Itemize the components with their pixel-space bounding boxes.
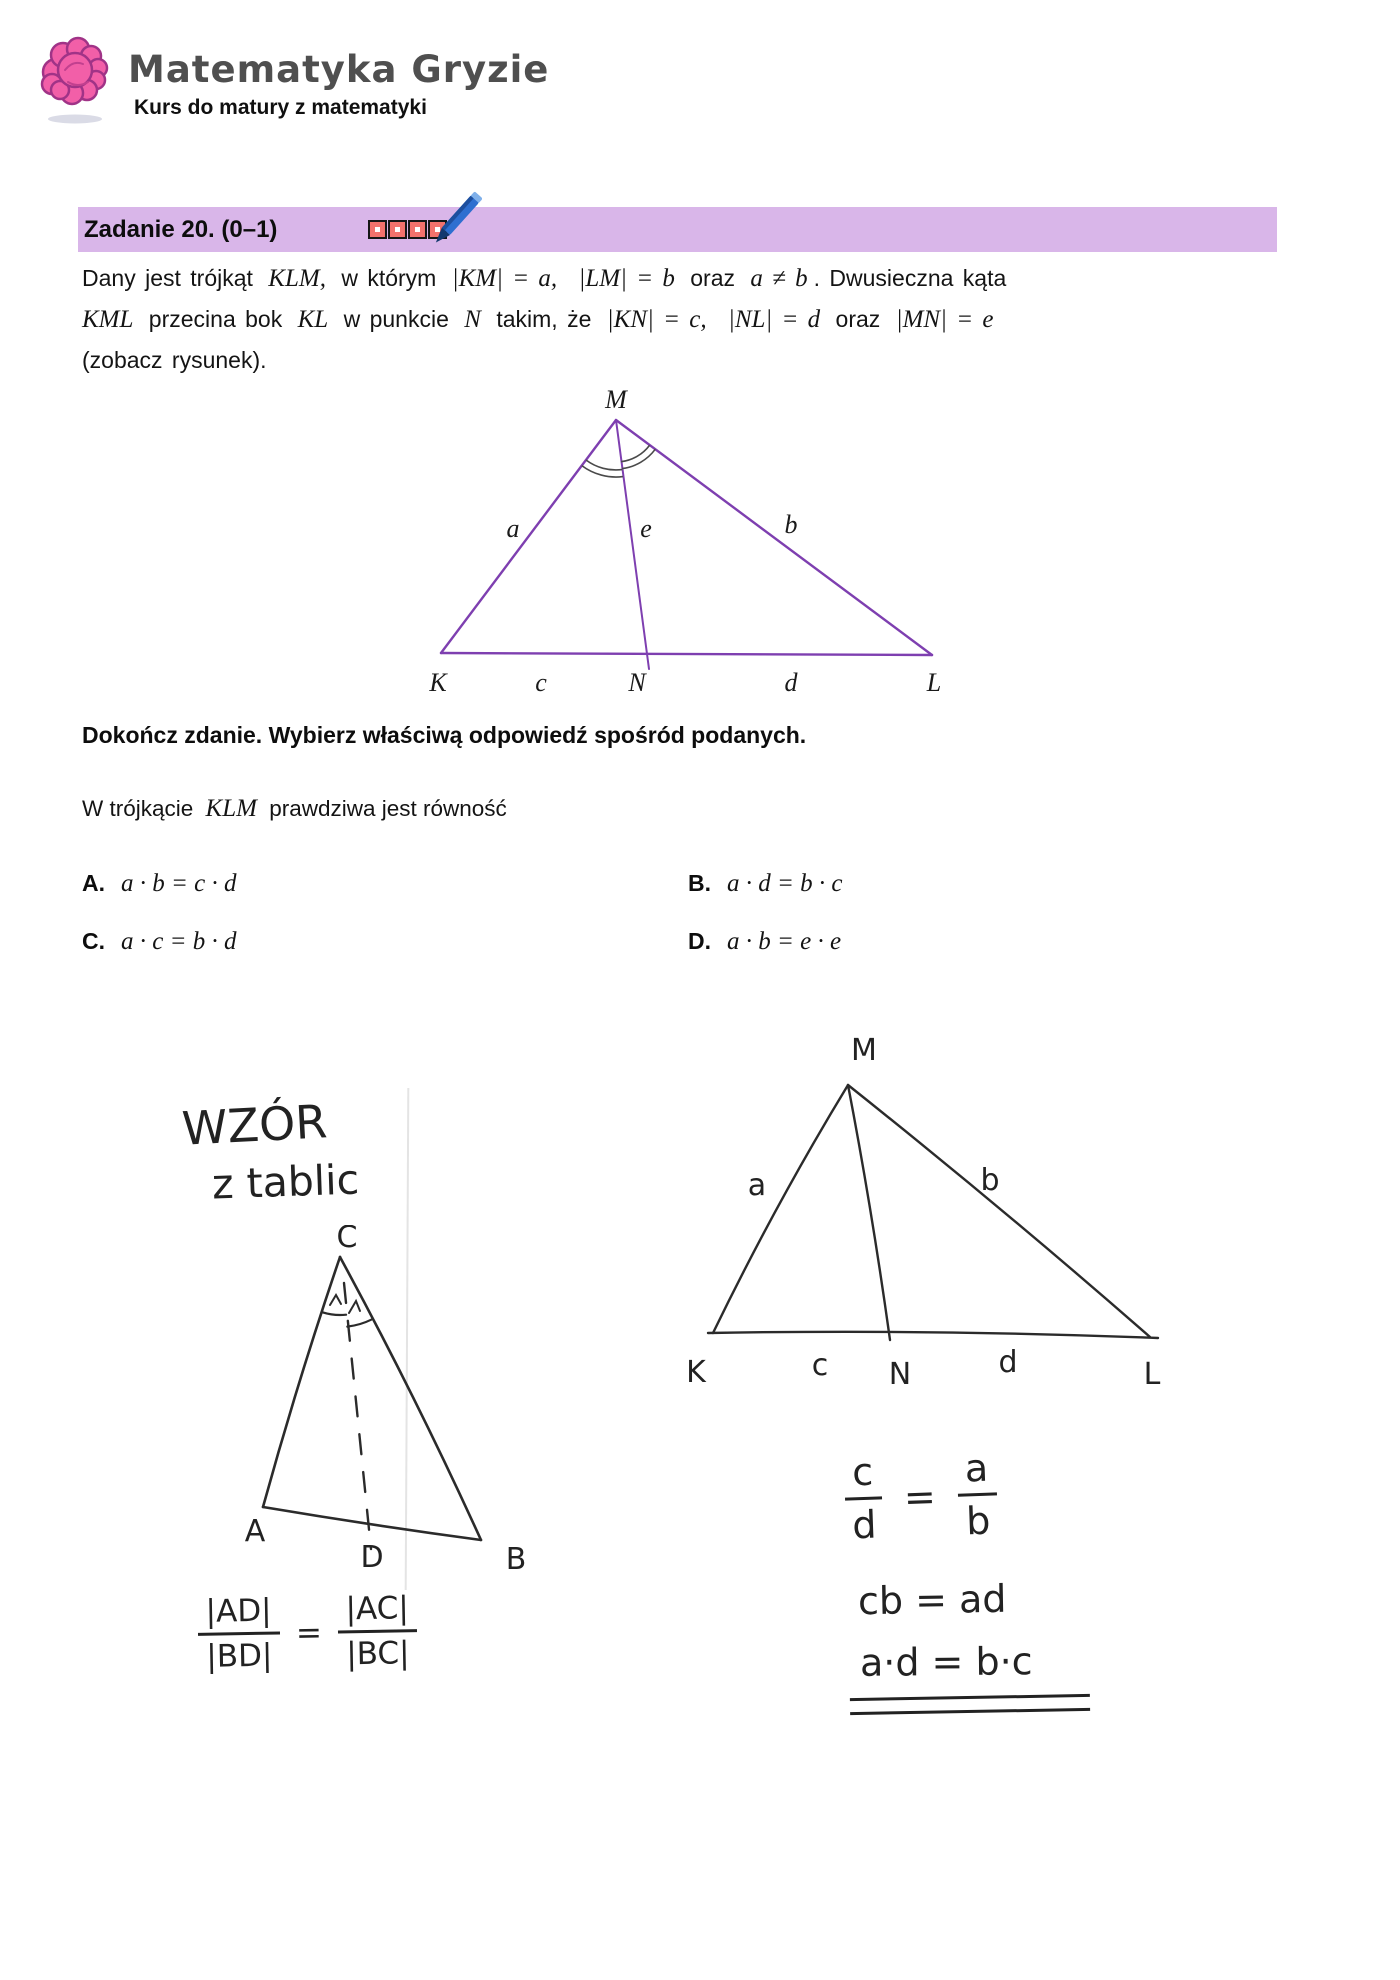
- triangle-figure: [380, 382, 980, 702]
- fraction-denominator: d: [851, 1502, 878, 1548]
- handwritten-equation-ad-bd: [197, 1590, 418, 1675]
- option-D[interactable]: [688, 928, 841, 956]
- hand-label-D: D: [360, 1540, 384, 1575]
- brain-icon: [30, 30, 114, 126]
- task-banner-label: Zadanie 20. (0–1): [84, 216, 278, 243]
- math-run: KLM: [205, 795, 257, 822]
- text-run: takim, że: [486, 306, 601, 332]
- text-run: [713, 306, 722, 332]
- math-run: |LM| = b: [578, 265, 675, 292]
- text-run: (zobacz rysunek).: [82, 347, 267, 373]
- figure-label-L: L: [926, 668, 942, 697]
- option-A[interactable]: [82, 870, 236, 898]
- text-run: w punkcie: [334, 306, 459, 332]
- option-formula: a · b = c · d: [121, 870, 237, 897]
- math-run: |KN| = c,: [606, 306, 707, 333]
- option-C[interactable]: [82, 928, 236, 956]
- hand-label-A: A: [244, 1514, 266, 1549]
- hand-label-N: N: [888, 1357, 912, 1390]
- task-banner: [78, 207, 1277, 252]
- result-double-underline: [850, 1694, 1090, 1715]
- math-run: a ≠ b: [750, 265, 808, 292]
- equals-sign: =: [295, 1614, 323, 1651]
- text-run: W trójkącie: [82, 796, 194, 821]
- text-run: oraz: [680, 265, 745, 291]
- question-stem: [82, 795, 507, 823]
- math-run: |MN| = e: [895, 306, 994, 333]
- problem-line-3: [82, 340, 1262, 380]
- text-run: w którym: [331, 265, 446, 291]
- figure-label-N: N: [628, 668, 646, 697]
- handwritten-note-z-tablic: z tablic: [211, 1155, 360, 1209]
- handwritten-triangle-klm: [660, 1030, 1180, 1390]
- text-run: przecina bok: [139, 306, 292, 332]
- figure-label-M: M: [605, 385, 627, 414]
- answer-box: [368, 220, 387, 239]
- handwritten-equation-cb-ad: cb = ad: [857, 1576, 1007, 1624]
- text-run: . Dwusieczna kąta: [813, 265, 1007, 291]
- handwritten-equation-cd-ab: [843, 1445, 998, 1547]
- equals-sign: =: [903, 1473, 937, 1520]
- math-run: |NL| = d: [727, 306, 821, 333]
- option-formula: a · b = e · e: [727, 928, 842, 955]
- hand-label-c: c: [811, 1348, 829, 1383]
- figure-label-e: e: [640, 514, 652, 543]
- answer-box: [408, 220, 427, 239]
- math-run: |KM| = a,: [451, 265, 558, 292]
- problem-text: [82, 258, 1262, 380]
- fraction-numerator: a: [956, 1445, 997, 1496]
- hand-label-L: L: [1143, 1357, 1161, 1390]
- text-run: prawdziwa jest równość: [269, 796, 507, 821]
- option-letter: D.: [688, 928, 711, 954]
- option-letter: A.: [82, 870, 105, 896]
- math-run: KLM,: [268, 265, 326, 292]
- hand-label-b: b: [980, 1163, 1000, 1198]
- answer-box: [388, 220, 407, 239]
- handwritten-note-wzor: WZÓR: [180, 1094, 329, 1156]
- handwritten-equation-ad-bc: a·d = b·c: [859, 1639, 1033, 1685]
- text-run: [563, 265, 572, 291]
- fraction-denominator: |BC|: [345, 1635, 410, 1673]
- pen-icon: [428, 182, 482, 262]
- text-run: Dany jest trójkąt: [82, 265, 263, 291]
- fraction-denominator: |BD|: [206, 1637, 273, 1675]
- hand-label-a: a: [747, 1168, 767, 1203]
- brand-subtitle: Kurs do matury z matematyki: [134, 96, 427, 119]
- option-formula: a · d = b · c: [727, 870, 843, 897]
- option-letter: B.: [688, 870, 711, 896]
- figure-label-c: c: [535, 668, 547, 697]
- hand-label-B: B: [505, 1542, 527, 1575]
- fraction-numerator: |AD|: [197, 1592, 280, 1635]
- text-run: oraz: [826, 306, 890, 332]
- fraction-numerator: |AC|: [337, 1590, 417, 1633]
- option-formula: a · c = b · d: [121, 928, 237, 955]
- hand-label-C: C: [336, 1225, 358, 1255]
- figure-label-b: b: [784, 510, 798, 539]
- problem-line-1: [82, 258, 1262, 299]
- figure-label-d: d: [784, 668, 798, 697]
- hand-label-M: M: [851, 1033, 877, 1068]
- figure-label-a: a: [506, 514, 520, 543]
- fraction-numerator: c: [843, 1449, 882, 1500]
- option-letter: C.: [82, 928, 105, 954]
- math-run: N: [464, 306, 481, 333]
- fraction-denominator: b: [965, 1498, 992, 1544]
- instruction-text: Dokończ zdanie. Wybierz właściwą odpowiedź spośród podanych.: [82, 722, 807, 748]
- math-run: KML: [82, 306, 134, 333]
- math-run: KL: [297, 306, 329, 333]
- option-B[interactable]: [688, 870, 842, 898]
- handwritten-triangle-abc: [170, 1225, 550, 1575]
- figure-label-K: K: [429, 668, 447, 697]
- hand-label-d: d: [998, 1345, 1018, 1380]
- hand-label-K: K: [686, 1355, 706, 1390]
- problem-line-2: [82, 299, 1262, 340]
- brand-title: Matematyka Gryzie: [128, 48, 550, 91]
